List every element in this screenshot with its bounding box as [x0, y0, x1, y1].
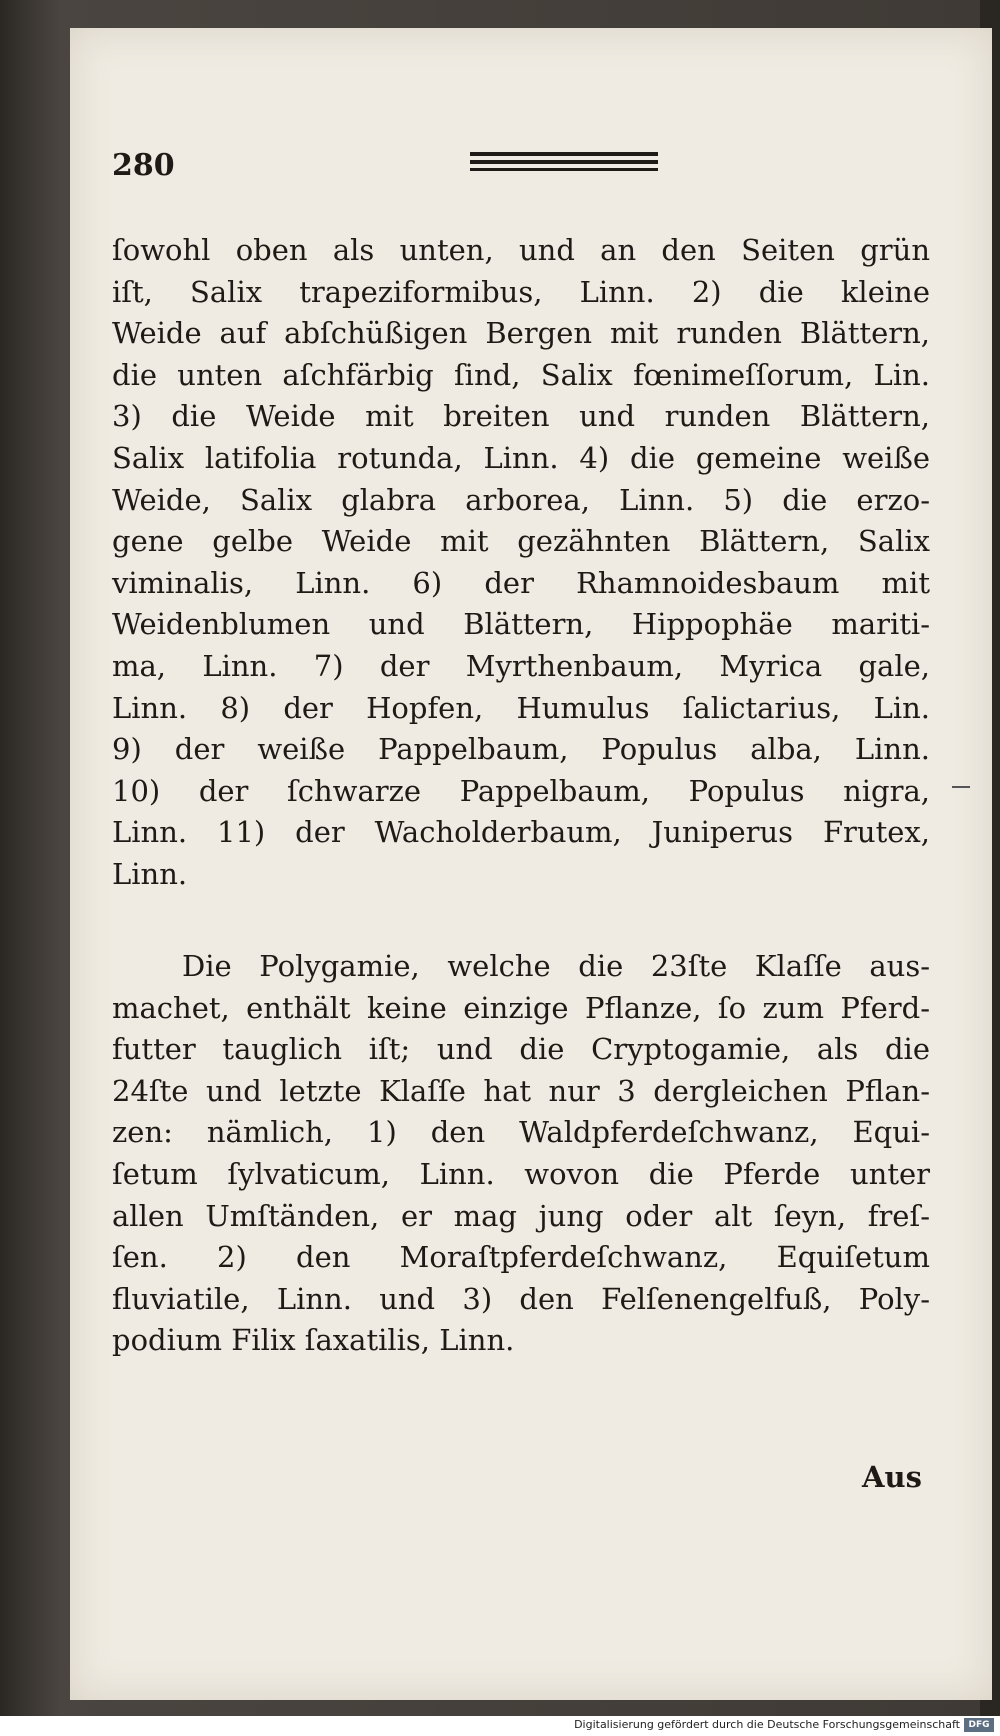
text-line: iſt, Salix trapeziformibus, Linn. 2) die kleine [112, 274, 930, 309]
text-line: gene gelbe Weide mit gezähnten Blättern, Salix [112, 524, 930, 559]
text-line: 24ſte und letzte Klaſſe hat nur 3 dergleichen Pflan- [112, 1073, 930, 1108]
text-line: futter tauglich iſt; und die Cryptogamie, als die [112, 1032, 930, 1067]
text-line: Linn. [112, 856, 188, 891]
text-line: Salix latifolia rotunda, Linn. 4) die gemeine weiße [112, 440, 930, 475]
text-line: 10) der ſchwarze Pappelbaum, Populus nigra, [112, 773, 930, 808]
text-line: Weidenblumen und Blättern, Hippophäe mariti- [112, 607, 930, 642]
text-line: allen Umſtänden, er mag jung oder alt ſeyn, freſ- [112, 1198, 930, 1233]
footer-credit: Digitalisierung gefördert durch die Deutsche Forschungsgemeinschaft [574, 1718, 960, 1731]
paragraph-1 [112, 230, 930, 896]
text-line: die unten aſchfärbig ſind, Salix fœnimeſſorum, Lin. [112, 357, 930, 392]
text-line: Linn. 11) der Wacholderbaum, Juniperus Frutex, [112, 815, 930, 850]
text-line: ſowohl oben als unten, und an den Seiten grün [112, 233, 930, 267]
text-line: fluviatile, Linn. und 3) den Felſenengelfuß, Poly- [112, 1281, 930, 1316]
catchword: Aus [862, 1460, 922, 1494]
text-line: 3) die Weide mit breiten und runden Blättern, [112, 399, 930, 434]
text-line: 9) der weiße Pappelbaum, Populus alba, Linn. [112, 732, 930, 767]
text-line: podium Filix ſaxatilis, Linn. [112, 1323, 515, 1358]
margin-mark [952, 786, 970, 788]
text-line: viminalis, Linn. 6) der Rhamnoidesbaum mit [112, 565, 930, 600]
text-line: machet, enthält keine einzige Pflanze, ſo zum Pferd- [112, 990, 930, 1025]
digitization-footer [0, 1716, 1000, 1736]
text-line: ſetum ſylvaticum, Linn. wovon die Pferde unter [112, 1156, 930, 1191]
header-rule [470, 152, 658, 171]
page-number: 280 [112, 148, 175, 183]
text-line: Weide, Salix glabra arborea, Linn. 5) die erzo- [112, 482, 930, 517]
text-line: Linn. 8) der Hopfen, Humulus ſalictarius, Lin. [112, 690, 930, 725]
text-line: ma, Linn. 7) der Myrthenbaum, Myrica gale, [112, 648, 930, 683]
dfg-logo: DFG [964, 1718, 994, 1732]
text-line: Weide auf abſchüßigen Bergen mit runden Blättern, [112, 316, 930, 351]
paragraph-2 [112, 946, 930, 1362]
text-line: Die Polygamie, welche die 23ſte Klaſſe aus- [182, 949, 930, 983]
text-line: ſen. 2) den Moraſtpferdeſchwanz, Equiſetum [112, 1240, 930, 1275]
text-line: zen: nämlich, 1) den Waldpferdeſchwanz, Equi- [112, 1115, 930, 1150]
